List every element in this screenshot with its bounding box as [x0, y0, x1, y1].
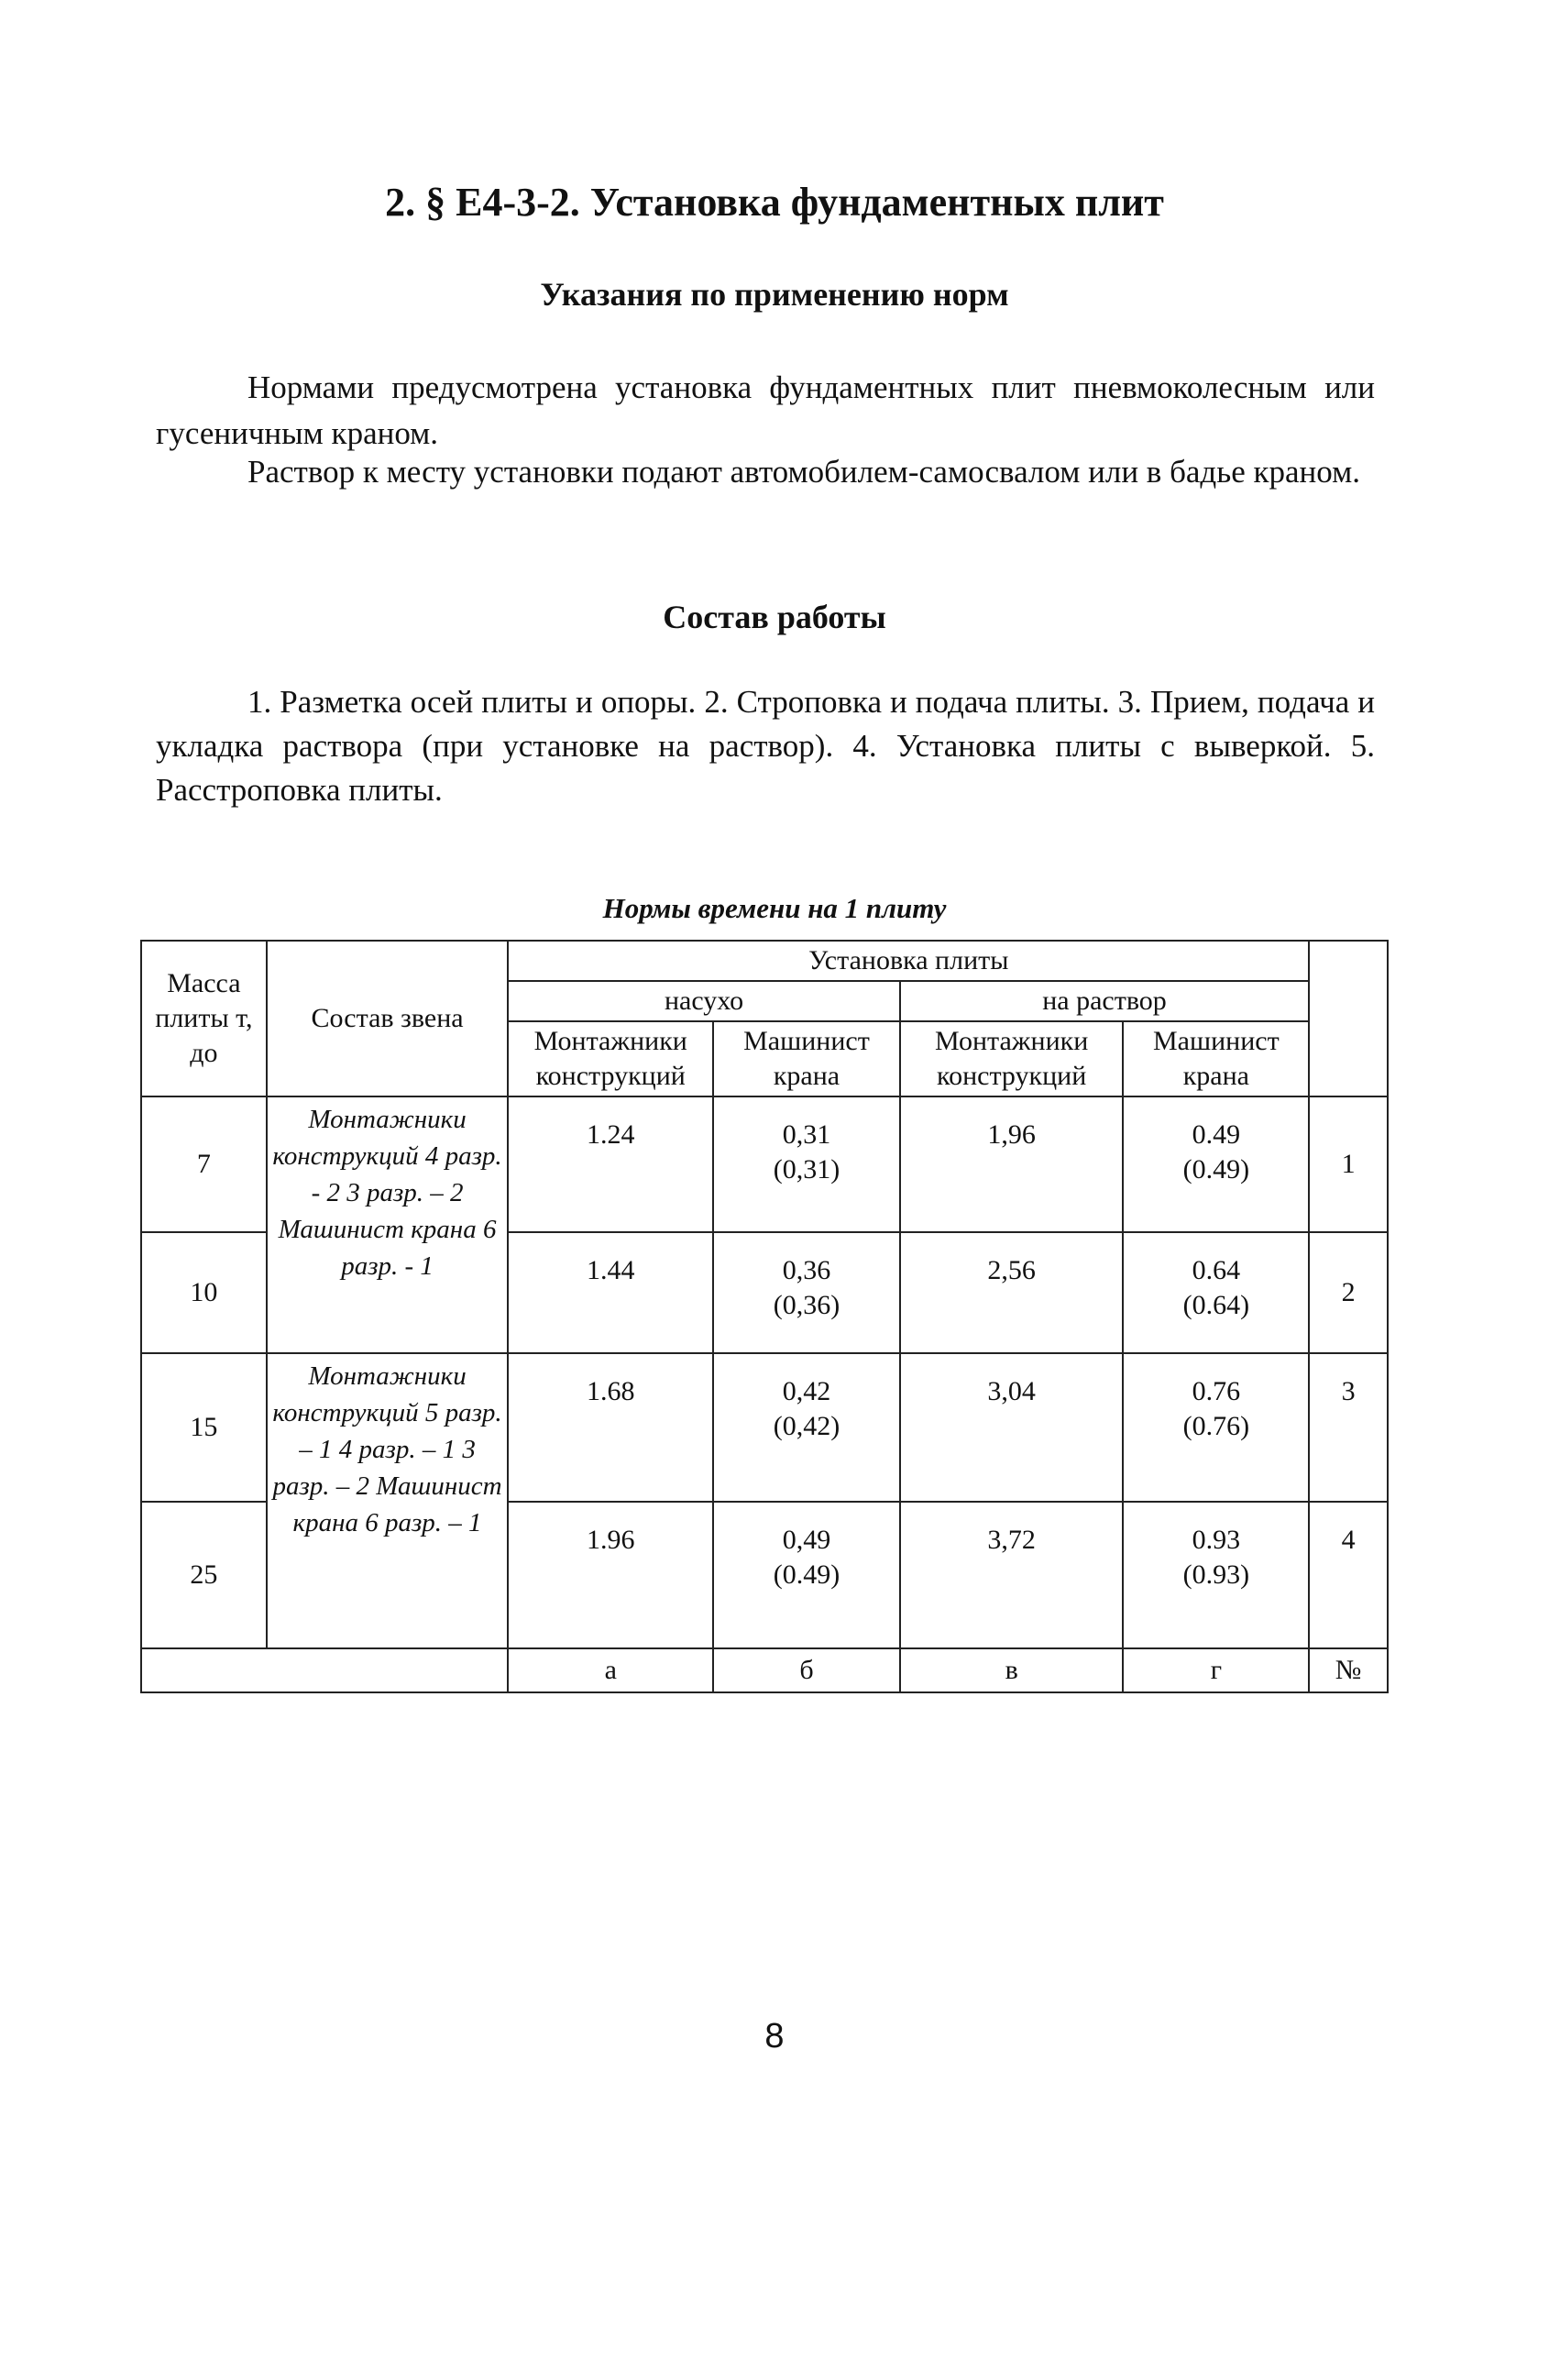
header-install: Установка плиты	[508, 941, 1309, 981]
section-title: 2. § Е4-3-2. Установка фундаментных плит	[385, 180, 1164, 225]
table-row	[141, 1353, 1388, 1502]
mass-cell: 15	[141, 1353, 267, 1502]
norms-table	[140, 940, 1389, 1693]
mass-cell: 7	[141, 1096, 267, 1232]
header-dry-operator: Машинист крана	[713, 1021, 900, 1096]
dry-operator-cell: 0,49 (0.49)	[713, 1502, 900, 1648]
header-mortar-operator: Машинист крана	[1123, 1021, 1309, 1096]
mortar-fitters-cell: 3,72	[900, 1502, 1124, 1648]
footer-col-a: а	[508, 1648, 713, 1692]
mortar-fitters-cell: 1,96	[900, 1096, 1124, 1232]
mortar-operator-cell: 0.64 (0.64)	[1123, 1232, 1309, 1353]
crew-cell: Монтажники конструкций 5 разр. – 1 4 разр. – 1 3 разр. – 2 Машинист крана 6 разр. – 1	[267, 1353, 509, 1648]
mass-cell: 25	[141, 1502, 267, 1648]
crew-cell: Монтажники конструкций 4 разр. - 2 3 разр. – 2 Машинист крана 6 разр. - 1	[267, 1096, 509, 1353]
dry-fitters-cell: 1.44	[508, 1232, 713, 1353]
footer-blank	[141, 1648, 508, 1692]
header-dry-fitters: Монтажники конструкций	[508, 1021, 713, 1096]
mortar-operator-cell: 0.76 (0.76)	[1123, 1353, 1309, 1502]
dry-operator-cell: 0,31 (0,31)	[713, 1096, 900, 1232]
mass-cell: 10	[141, 1232, 267, 1353]
footer-row	[141, 1648, 1388, 1692]
header-dry: насухо	[508, 981, 899, 1021]
dry-operator-cell: 0,36 (0,36)	[713, 1232, 900, 1353]
instructions-paragraph-2: Раствор к месту установки подают автомобилем-самосвалом или в бадье краном.	[247, 454, 1360, 490]
dry-fitters-cell: 1.68	[508, 1353, 713, 1502]
mortar-fitters-cell: 3,04	[900, 1353, 1124, 1502]
work-heading: Состав работы	[663, 599, 886, 635]
header-row-1	[141, 941, 1388, 981]
table-caption: Нормы времени на 1 плиту	[602, 892, 947, 924]
header-mass: Масса плиты т, до	[141, 941, 267, 1096]
mortar-operator-cell: 0.93 (0.93)	[1123, 1502, 1309, 1648]
dry-fitters-cell: 1.96	[508, 1502, 713, 1648]
footer-col-d: г	[1123, 1648, 1309, 1692]
page-number: 8	[764, 2017, 785, 2055]
work-paragraph: 1. Разметка осей плиты и опоры. 2. Строповка и подача плиты. 3. Прием, подача и укладка раствора (при установке на раствор). 4. Установка плиты с выверкой. 5. Расстроповка плиты.	[156, 684, 1375, 808]
table-row	[141, 1096, 1388, 1232]
instructions-heading: Указания по применению норм	[540, 276, 1009, 313]
row-number-cell: 3	[1309, 1353, 1388, 1502]
dry-operator-cell: 0,42 (0,42)	[713, 1353, 900, 1502]
mortar-operator-cell: 0.49 (0.49)	[1123, 1096, 1309, 1232]
dry-fitters-cell: 1.24	[508, 1096, 713, 1232]
row-number-cell: 2	[1309, 1232, 1388, 1353]
footer-col-number: №	[1309, 1648, 1388, 1692]
header-number-blank	[1309, 941, 1388, 1096]
row-number-cell: 4	[1309, 1502, 1388, 1648]
header-crew: Состав звена	[267, 941, 509, 1096]
footer-col-c: в	[900, 1648, 1124, 1692]
row-number-cell: 1	[1309, 1096, 1388, 1232]
header-mortar-fitters: Монтажники конструкций	[900, 1021, 1124, 1096]
footer-col-b: б	[713, 1648, 900, 1692]
instructions-paragraph-1: Нормами предусмотрена установка фундаментных плит пневмоколесным или гусеничным краном.	[156, 369, 1375, 451]
header-mortar: на раствор	[900, 981, 1309, 1021]
mortar-fitters-cell: 2,56	[900, 1232, 1124, 1353]
